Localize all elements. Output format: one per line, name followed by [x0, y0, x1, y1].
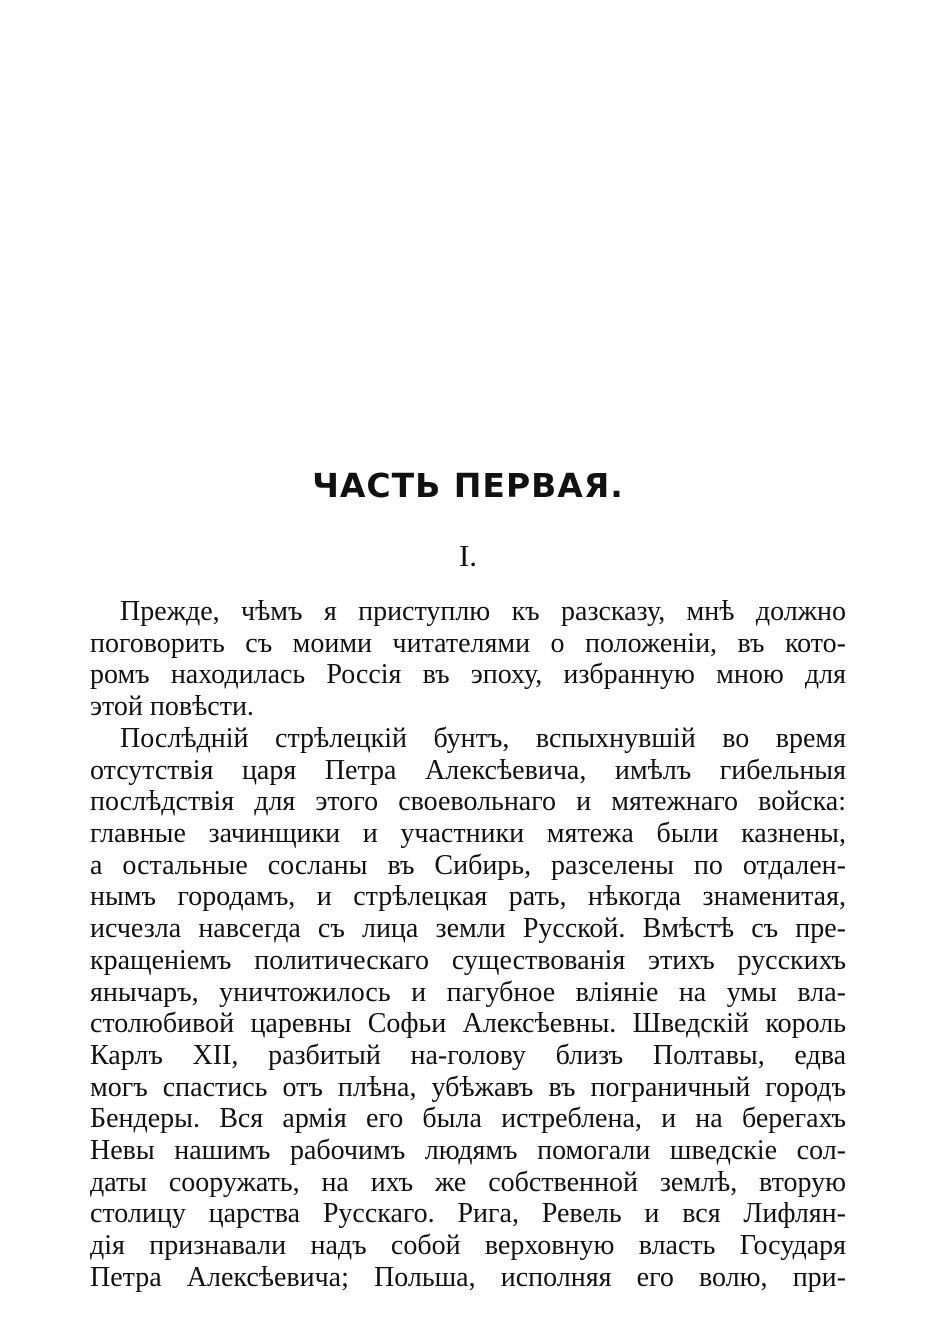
text-line: поговорить съ моими читателями о положеніи, въ кото- — [90, 627, 846, 659]
text-line: ромъ находилась Россія въ эпоху, избранную мною для — [90, 659, 846, 691]
paragraph-1 — [90, 596, 846, 723]
chapter-number: I. — [458, 538, 478, 573]
text-line: Невы нашимъ рабочимъ людямъ помогали шведскіе сол- — [90, 1134, 846, 1166]
text-line: отсутствія царя Петра Алексѣевича, имѣлъ гибельныя — [90, 754, 846, 786]
paragraph-2 — [90, 723, 846, 1293]
text-line: янычаръ, уничтожилось и пагубное вліяніе на умы вла- — [90, 976, 846, 1008]
text-line: нымъ городамъ, и стрѣлецкая рать, нѣкогда знаменитая, — [90, 881, 846, 913]
text-line: даты сооружать, на ихъ же собственной землѣ, вторую — [90, 1166, 846, 1198]
text-line: столицу царства Русскаго. Рига, Ревель и вся Лифлян- — [90, 1198, 846, 1230]
text-line: а остальные сосланы въ Сибирь, разселены по отдален- — [90, 849, 846, 881]
text-line: дія признавали надъ собой верховную власть Государя — [90, 1230, 846, 1261]
part-title: ЧАСТЬ ПЕРВАЯ. — [312, 466, 624, 505]
text-line: Петра Алексѣевича; Польша, исполняя его волю, при- — [90, 1261, 846, 1293]
text-line: исчезла навсегда съ лица земли Русской. Вмѣстѣ съ пре- — [90, 913, 846, 945]
text-line: столюбивой царевны Софьи Алексѣевны. Шведскій король — [90, 1008, 846, 1040]
text-line: Бендеры. Вся армія его была истреблена, и на берегахъ — [90, 1103, 846, 1135]
text-line: Карлъ XII, разбитый на-голову близъ Полтавы, едва — [90, 1039, 846, 1071]
text-line: Прежде, чѣмъ я приступлю къ разсказу, мнѣ должно — [120, 596, 846, 627]
text-line: кращеніемъ политическаго существованія этихъ русскихъ — [90, 944, 846, 976]
text-line: этой повѣсти. — [90, 691, 254, 723]
text-line: могъ спастись отъ плѣна, убѣжавъ въ пограничный городъ — [90, 1071, 846, 1103]
text-line: послѣдствія для этого своевольнаго и мятежнаго войска: — [90, 786, 846, 818]
text-line: главные зачинщики и участники мятежа были казнены, — [90, 818, 846, 850]
text-line: Послѣдній стрѣлецкій бунтъ, вспыхнувшій во время — [120, 723, 846, 754]
